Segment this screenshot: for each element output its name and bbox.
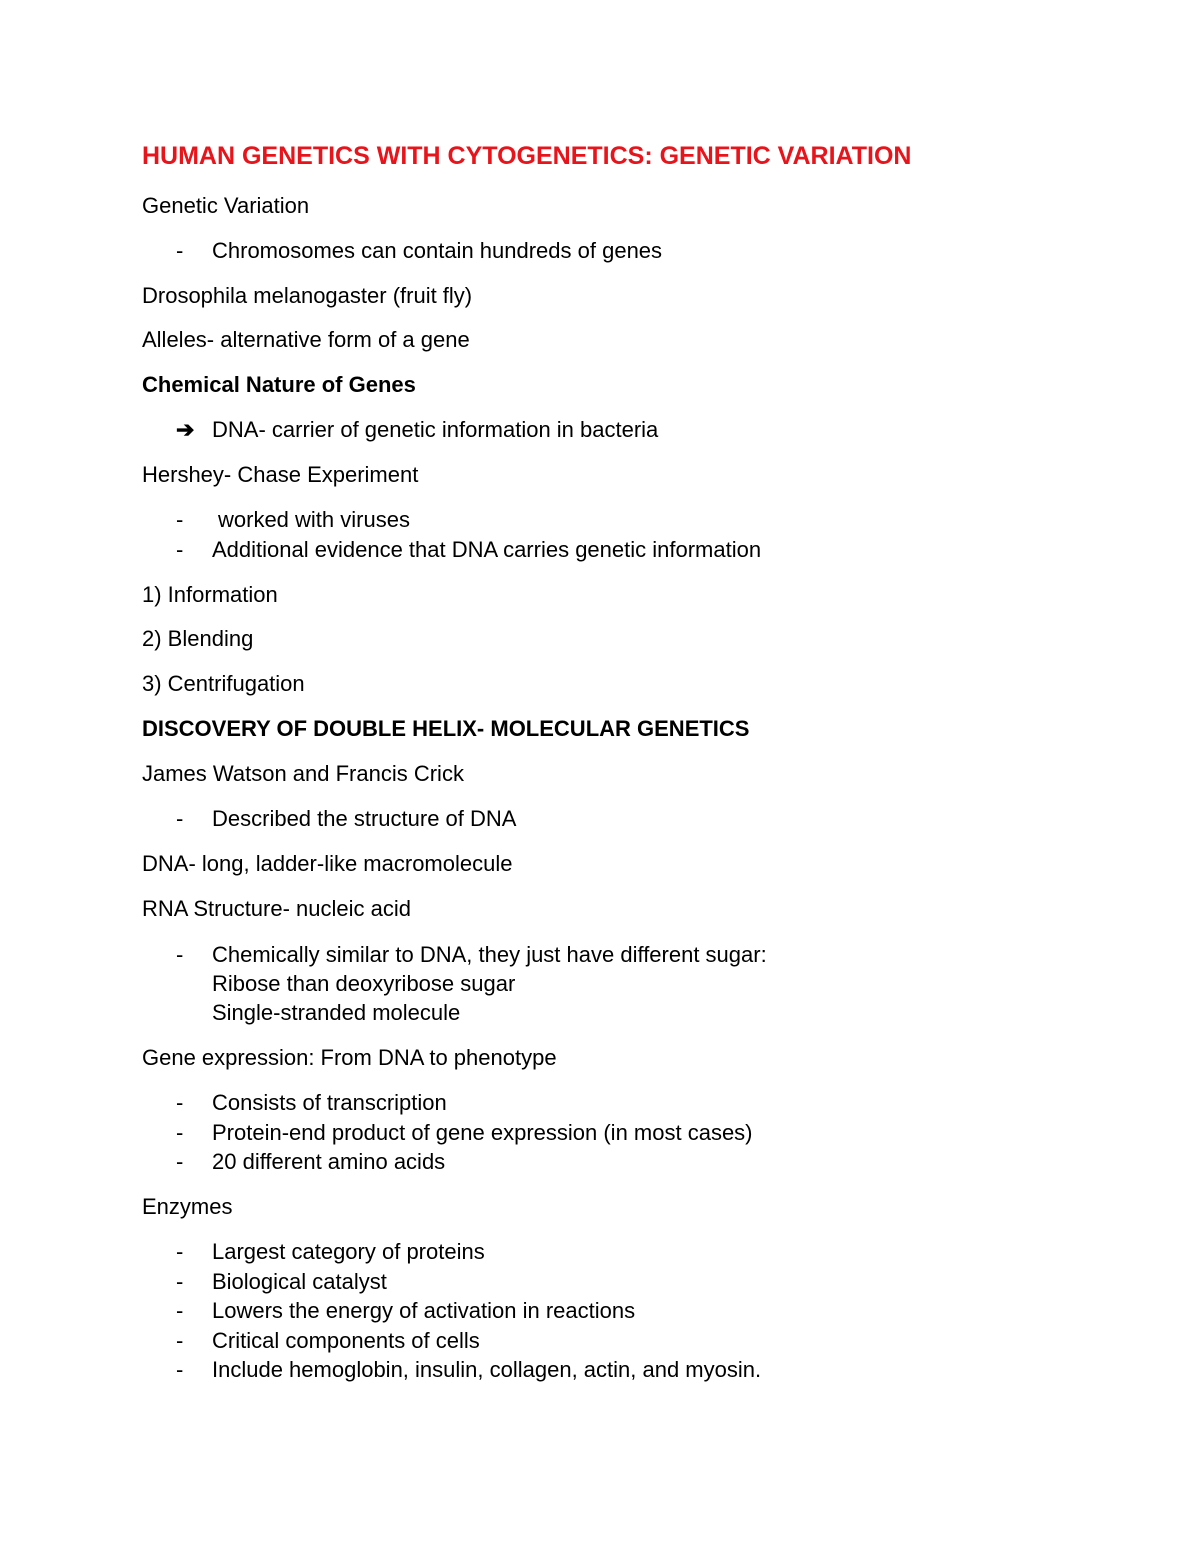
text-drosophila: Drosophila melanogaster (fruit fly) xyxy=(142,283,473,308)
text-alleles: Alleles- alternative form of a gene xyxy=(142,327,470,352)
bullet-dash: - xyxy=(176,1298,184,1323)
arrow-bullet-icon: ➔ xyxy=(176,417,195,442)
list-item: Chromosomes can contain hundreds of genes xyxy=(212,238,663,263)
bullet-dash: - xyxy=(176,238,184,263)
list-item-continuation: Ribose than deoxyribose sugar xyxy=(212,971,516,996)
bullet-dash: - xyxy=(176,1357,184,1382)
bullet-dash: - xyxy=(176,1090,184,1115)
heading-gene-expression: Gene expression: From DNA to phenotype xyxy=(142,1045,557,1070)
text-dna-long: DNA- long, ladder-like macromolecule xyxy=(142,851,513,876)
bullet-dash: - xyxy=(176,942,184,967)
heading-enzymes: Enzymes xyxy=(142,1194,233,1219)
step-1: 1) Information xyxy=(142,582,278,607)
list-item-continuation: Single-stranded molecule xyxy=(212,1000,461,1025)
list-item: 20 different amino acids xyxy=(212,1149,446,1174)
list-item: Consists of transcription xyxy=(212,1090,447,1115)
list-item: Described the structure of DNA xyxy=(212,806,517,831)
text-watson-crick: James Watson and Francis Crick xyxy=(142,761,464,786)
heading-genetic-variation: Genetic Variation xyxy=(142,193,310,218)
list-item: Critical components of cells xyxy=(212,1328,480,1353)
bullet-dash: - xyxy=(176,507,184,532)
bullet-dash: - xyxy=(176,806,184,831)
list-item: Protein-end product of gene expression (in most cases) xyxy=(212,1120,753,1145)
list-item: Largest category of proteins xyxy=(212,1239,485,1264)
document-title: HUMAN GENETICS WITH CYTOGENETICS: GENETIC VARIATION xyxy=(142,142,912,170)
list-item: worked with viruses xyxy=(218,507,410,532)
bullet-dash: - xyxy=(176,537,184,562)
bullet-dash: - xyxy=(176,1239,184,1264)
list-item: Additional evidence that DNA carries genetic information xyxy=(212,537,762,562)
list-item: Chemically similar to DNA, they just have different sugar: xyxy=(212,942,767,967)
bullet-dash: - xyxy=(176,1269,184,1294)
list-item: Include hemoglobin, insulin, collagen, actin, and myosin. xyxy=(212,1357,762,1382)
bullet-dash: - xyxy=(176,1149,184,1174)
heading-double-helix: DISCOVERY OF DOUBLE HELIX- MOLECULAR GENETICS xyxy=(142,716,750,741)
heading-hershey-chase: Hershey- Chase Experiment xyxy=(142,462,419,487)
bullet-dash: - xyxy=(176,1328,184,1353)
list-item: Lowers the energy of activation in reactions xyxy=(212,1298,636,1323)
heading-rna-structure: RNA Structure- nucleic acid xyxy=(142,896,411,921)
step-3: 3) Centrifugation xyxy=(142,671,305,696)
list-item: DNA- carrier of genetic information in bacteria xyxy=(212,417,659,442)
step-2: 2) Blending xyxy=(142,626,254,651)
heading-chemical-nature: Chemical Nature of Genes xyxy=(142,372,416,397)
bullet-dash: - xyxy=(176,1120,184,1145)
list-item: Biological catalyst xyxy=(212,1269,387,1294)
